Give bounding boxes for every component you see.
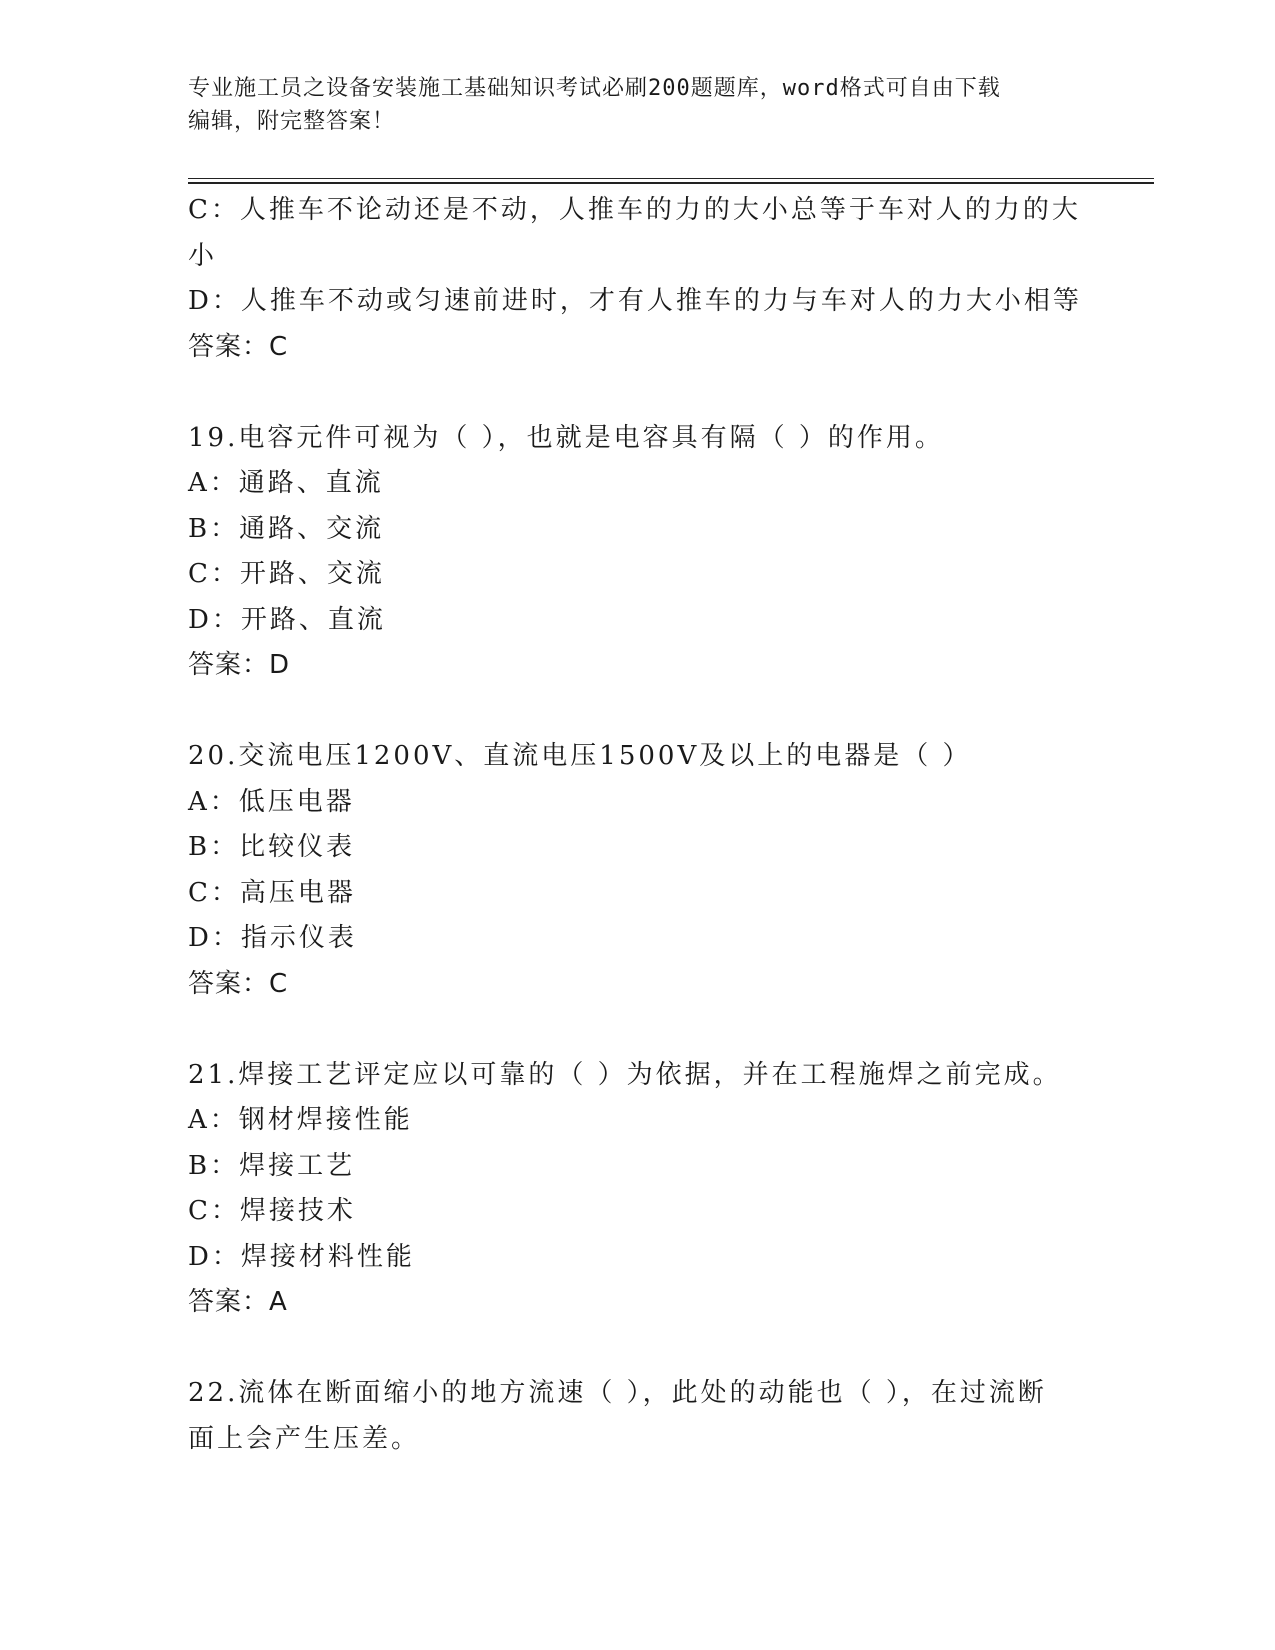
option-c: C：焊接技术 [188,1196,356,1226]
spacer [188,370,1088,416]
option-d: D：开路、直流 [188,604,386,635]
option-a: A：钢材焊接性能 [188,1105,413,1135]
spacer [188,689,1088,735]
answer: 答案：D [188,650,291,680]
header-divider-thin [188,178,1154,179]
header-title-line-1: 专业施工员之设备安装施工基础知识考试必刷200题题库，word格式可自由下载 [188,76,1001,101]
question-stem: 20.交流电压1200V、直流电压1500V及以上的电器是（ ） [188,741,972,771]
header-divider-thick [188,182,1154,184]
answer: 答案：C [188,968,289,999]
question-list [188,188,1088,1462]
spacer [188,1007,1088,1053]
question-stem-continued: 面上会产生压差。 [188,1423,421,1454]
answer: 答案：C [188,331,289,362]
option-b: B：通路、交流 [188,513,385,544]
spacer [188,1326,1088,1372]
header-title-line-2: 编辑，附完整答案！ [188,109,396,134]
option-b: B：焊接工艺 [188,1150,356,1181]
document-header [188,72,1088,138]
question-22 [188,1371,1088,1462]
question-stem: 21.焊接工艺评定应以可靠的（ ）为依据，并在工程施焊之前完成。 [188,1059,1062,1090]
option-c: C：人推车不论动还是不动，人推车的力的大小总等于车对人的力的大 [188,195,1081,225]
option-b: B：比较仪表 [188,832,356,862]
option-c: C：高压电器 [188,877,356,908]
option-c: C：开路、交流 [188,559,385,589]
option-d: D：指示仪表 [188,923,357,953]
question-stem: 22.流体在断面缩小的地方流速（ ），此处的动能也（ ），在过流断 [188,1378,1047,1408]
option-c-continued: 小 [188,240,218,271]
option-a: A：低压电器 [188,786,355,817]
question-21 [188,1053,1088,1326]
option-a: A：通路、直流 [188,468,384,498]
option-d: D：人推车不动或匀速前进时，才有人推车的力与车对人的力大小相等 [188,286,1082,316]
option-d: D：焊接材料性能 [188,1241,415,1272]
question-18-continuation [188,188,1088,370]
question-19 [188,416,1088,689]
question-stem: 19.电容元件可视为（ ），也就是电容具有隔（ ）的作用。 [188,422,944,453]
answer: 答案：A [188,1287,288,1317]
question-20 [188,734,1088,1007]
